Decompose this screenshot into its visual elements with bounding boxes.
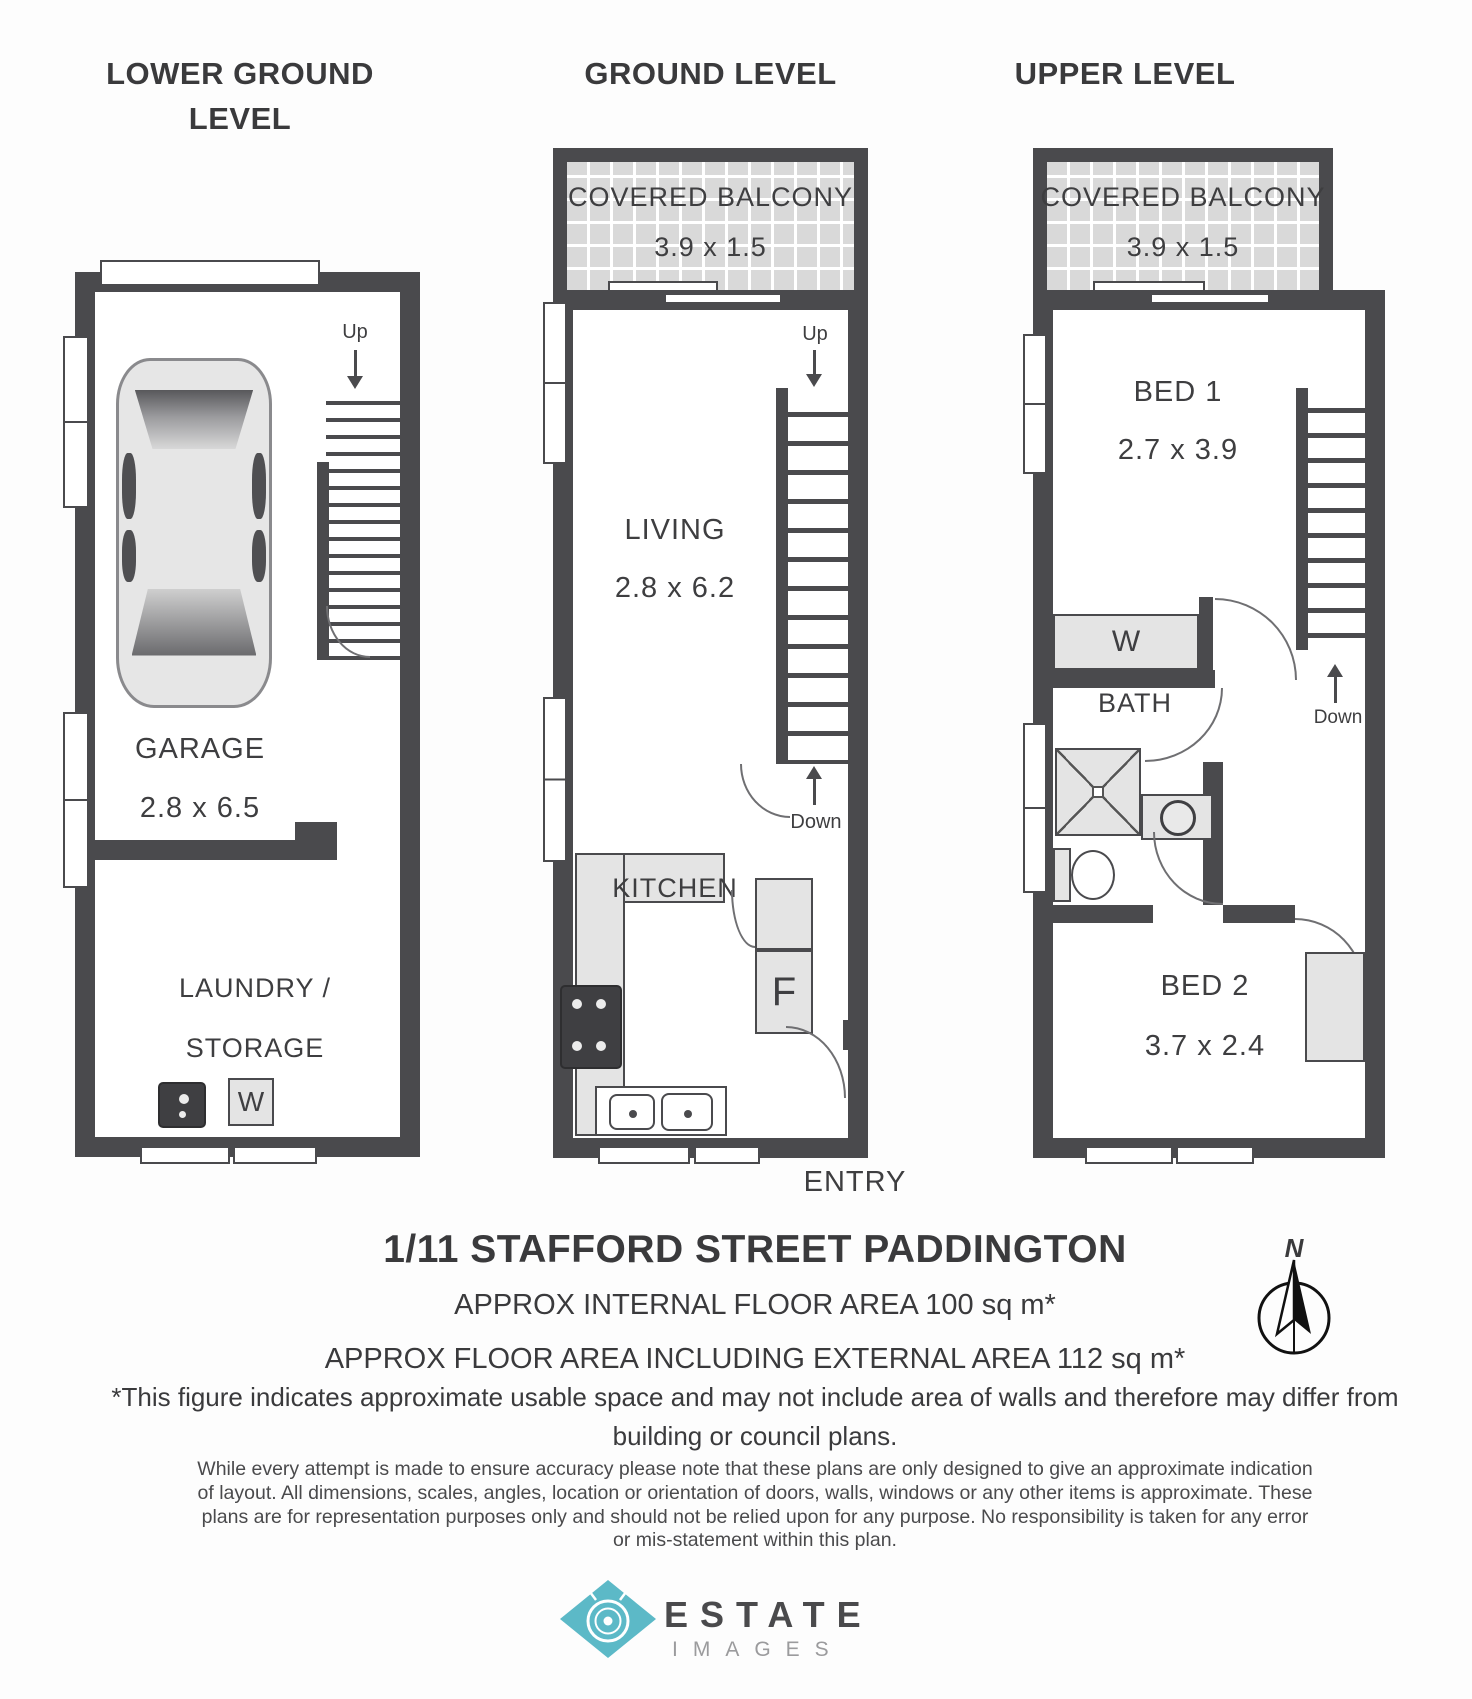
car-side-window	[122, 530, 136, 583]
window	[63, 336, 89, 508]
window	[63, 712, 89, 888]
shower-drain	[1092, 786, 1104, 798]
disclaimer: While every attempt is made to ensure accuracy please note that these plans are only designed to give an approximate indication of layout. All dimensions, scales, angles, location or orientation of doors, walls, windows or any other items is approximate. These plans are for representation purposes only and should not be relied upon for any purpose. No responsibility is taken for any error or mis-statement within this plan.	[197, 1458, 1313, 1552]
stair-rail	[317, 462, 329, 660]
area-note: *This figure indicates approximate usable space and may not include area of walls and therefore may differ from building or council plans.	[111, 1382, 1399, 1451]
total-area-line: APPROX FLOOR AREA INCLUDING EXTERNAL AREA 112 sq m*	[324, 1343, 1186, 1375]
wall-segment	[1053, 905, 1153, 923]
up-arrow-icon	[1334, 675, 1337, 703]
compass-icon	[1248, 1258, 1340, 1362]
internal-area-line: APPROX INTERNAL FLOOR AREA 100 sq m*	[454, 1289, 1056, 1321]
stove	[560, 985, 622, 1069]
sliding-door	[1150, 293, 1270, 304]
address-title: 1/11 STAFFORD STREET PADDINGTON	[383, 1228, 1127, 1271]
fridge: F	[755, 950, 813, 1034]
car-side-window	[252, 530, 266, 583]
car-icon	[116, 358, 272, 708]
toilet-tank	[1053, 848, 1071, 902]
window	[1023, 334, 1047, 474]
stair-rail	[776, 388, 788, 764]
wall-segment	[95, 840, 320, 860]
car-side-window	[252, 453, 266, 520]
balcony	[553, 148, 868, 290]
car-side-window	[122, 453, 136, 520]
bed1-label: BED 1	[1133, 376, 1223, 408]
car-windshield	[135, 390, 254, 450]
bath-label: BATH	[1097, 688, 1172, 718]
stairs-upper	[1308, 388, 1365, 650]
logo-subtitle: IMAGES	[672, 1638, 844, 1661]
window	[543, 697, 567, 862]
ground-title: GROUND LEVEL	[584, 56, 837, 91]
window	[1085, 1146, 1173, 1164]
sliding-door	[1093, 281, 1205, 292]
laundry-label: LAUNDRY /	[178, 973, 332, 1003]
down-arrow-icon	[354, 350, 357, 378]
stairs-down-label: Down	[790, 811, 842, 833]
bed1-dims: 2.7 x 3.9	[1117, 434, 1239, 466]
down-arrow-icon	[813, 350, 816, 376]
estate-images-logo	[560, 1580, 920, 1670]
bed2-dims: 3.7 x 2.4	[1144, 1030, 1266, 1062]
balcony-label: COVERED BALCONY	[567, 182, 854, 212]
sliding-door	[608, 281, 718, 292]
window	[233, 1146, 317, 1164]
wall-segment	[1053, 670, 1215, 688]
stairs-down-label: Down	[1313, 707, 1363, 728]
window	[140, 1146, 230, 1164]
window	[598, 1146, 690, 1164]
laundry-tub	[158, 1082, 206, 1128]
garage-door	[100, 260, 320, 286]
wall-segment	[1223, 905, 1295, 923]
compass-north-label: N	[1284, 1233, 1304, 1263]
laundry-label: STORAGE	[185, 1033, 325, 1063]
down-arrow-icon	[806, 374, 822, 387]
stairs-up-label: Up	[342, 321, 368, 343]
window	[543, 302, 567, 464]
stairs-up-label: Up	[802, 323, 828, 345]
window	[694, 1146, 760, 1164]
bed2-label: BED 2	[1160, 970, 1250, 1002]
window	[1176, 1146, 1254, 1164]
balcony-dims: 3.9 x 1.5	[654, 232, 767, 262]
living-dims: 2.8 x 6.2	[614, 572, 736, 604]
upper-title: UPPER LEVEL	[1014, 56, 1236, 91]
balcony-label: COVERED BALCONY	[1040, 182, 1326, 212]
shower	[1055, 748, 1141, 836]
kitchen-label: KITCHEN	[612, 873, 738, 903]
down-arrow-icon	[347, 376, 363, 389]
stair-rail	[1296, 388, 1308, 650]
living-label: LIVING	[624, 514, 726, 546]
wall-segment	[843, 1020, 868, 1050]
garage-dims: 2.8 x 6.5	[139, 792, 261, 824]
logo-name: ESTATE	[664, 1594, 873, 1635]
sliding-door	[664, 293, 782, 304]
wall-segment	[295, 822, 337, 860]
kitchen-cabinet	[755, 878, 813, 950]
window	[1023, 723, 1047, 893]
logo-camera-icon	[560, 1580, 656, 1660]
garage-label: GARAGE	[134, 733, 266, 765]
washer: W	[228, 1078, 274, 1126]
balcony-dims: 3.9 x 1.5	[1126, 232, 1240, 262]
up-arrow-icon	[813, 777, 816, 805]
wardrobe: W	[1053, 614, 1199, 670]
basin	[1160, 800, 1196, 836]
stairs-ground	[788, 388, 848, 764]
entry-label: ENTRY	[803, 1166, 907, 1198]
kitchen-sink-counter	[595, 1086, 727, 1136]
toilet	[1071, 850, 1115, 900]
lower-ground-title: LOWER GROUND LEVEL	[106, 56, 374, 136]
balcony	[1033, 148, 1333, 290]
car-rear-window	[132, 589, 257, 656]
sink-basin	[609, 1094, 655, 1130]
sink-basin	[661, 1093, 713, 1131]
